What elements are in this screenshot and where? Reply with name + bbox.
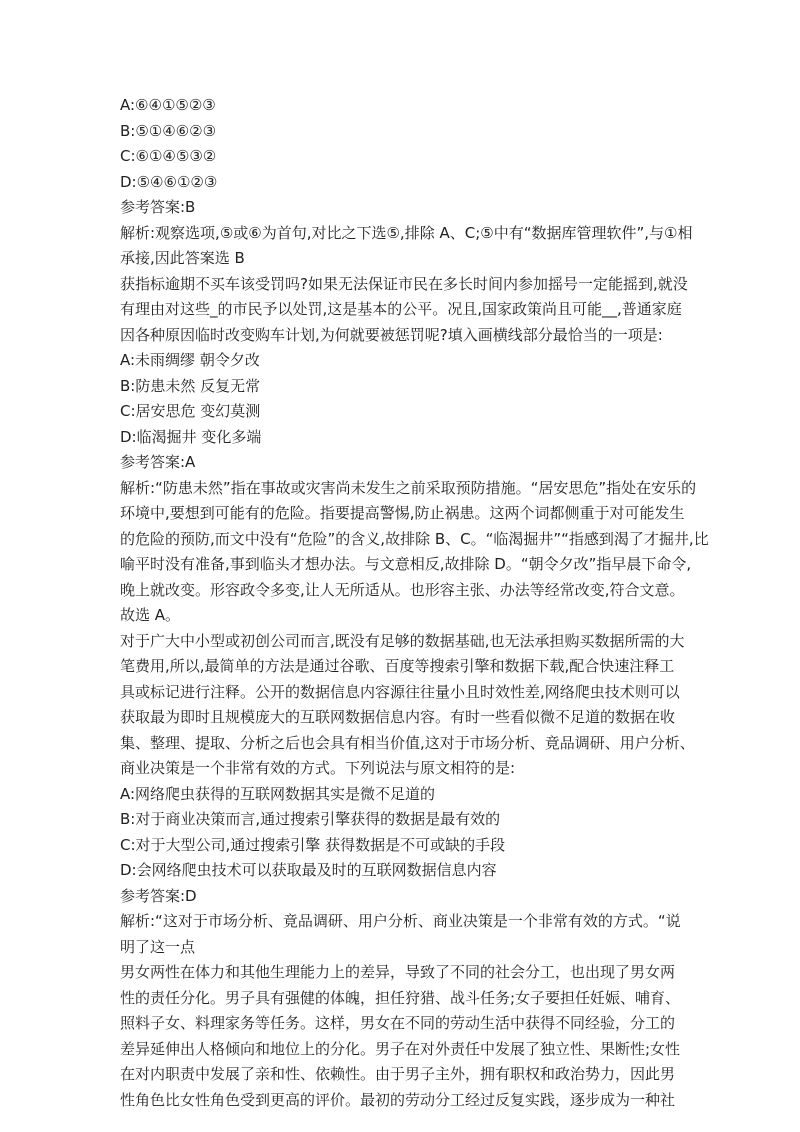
- option-c: C:居安思危 变幻莫测: [120, 402, 261, 420]
- question-stem-line: 男女两性在体力和其他生理能力上的差异，导致了不同的社会分工，也出现了男女两: [120, 963, 676, 981]
- reference-answer: 参考答案:D: [120, 886, 197, 905]
- question-stem-line: 照料子女、料理家务等任务。这样，男女在不同的劳动生活中获得不同经验，分工的: [120, 1014, 676, 1032]
- analysis-line: 解析:“防患未然”指在事故或灾害尚未发生之前采取预防措施。“居安思危”指处在安乐的: [120, 478, 697, 497]
- question-stem-line: 对于广大中小型或初创公司而言,既没有足够的数据基础,也无法承担购买数据所需的大: [120, 631, 685, 650]
- question-stem-line: 笔费用,所以,最简单的方法是通过谷歌、百度等搜索引擎和数据下载,配合快速注释工: [120, 657, 675, 675]
- option-d: D:会网络爬虫技术可以获取最及时的互联网数据信息内容: [120, 861, 497, 879]
- option-a: A:⑥④①⑤②③: [120, 96, 216, 114]
- analysis-line: 晚上就改变。形容政令多变,让人无所适从。也形容主张、办法等经常改变,符合文意。: [120, 580, 685, 599]
- analysis-line: 明了这一点: [120, 937, 196, 956]
- analysis-line: 环境中,要想到可能有的危险。指要提高警惕,防止祸患。这两个词都侧重于对可能发生: [120, 504, 685, 522]
- question-stem-line: 获取最为即时且规模庞大的互联网数据信息内容。有时一些看似微不足道的数据在收: [120, 708, 676, 726]
- question-stem-line: 在对内职责中发展了亲和性、依赖性。由于男子主外，拥有职权和政治势力，因此男: [120, 1065, 676, 1083]
- option-b: B:⑤①④⑥②③: [120, 121, 217, 140]
- question-stem-line: 因各种原因临时改变购车计划,为何就要被惩罚呢?填入画横线部分最恰当的一项是:: [120, 325, 663, 344]
- analysis-line: 解析:观察选项,⑤或⑥为首句,对比之下选⑤,排除 A、C;⑤中有“数据库管理软件”,与①相: [120, 223, 693, 242]
- question-stem-line: 性角色比女性角色受到更高的评价。最初的劳动分工经过反复实践，逐步成为一种社: [120, 1090, 676, 1109]
- analysis-line: 故选 A。: [120, 606, 181, 624]
- document-page: [120, 93, 709, 1113]
- reference-answer: 参考答案:B: [120, 198, 196, 216]
- question-stem-line: 有理由对这些_的市民予以处罚,这是基本的公平。况且,国家政策尚且可能__,普通家庭: [120, 300, 682, 318]
- question-stem-line: 具或标记进行注释。公开的数据信息内容源往往量小且时效性差,网络爬虫技术则可以: [120, 682, 680, 701]
- question-stem-line: 差异延伸出人格倾向和地位上的分化。男子在对外责任中发展了独立性、果断性;女性: [120, 1039, 681, 1058]
- question-stem-line: 性的责任分化。男子具有强健的体魄，担任狩猎、战斗任务;女子要担任妊娠、哺育、: [120, 988, 681, 1007]
- analysis-line: 解析:“这对于市场分析、竟品调研、用户分析、商业决策是一个非常有效的方式。“说: [120, 912, 681, 930]
- question-stem-line: 商业决策是一个非常有效的方式。下列说法与原文相符的是:: [120, 759, 516, 777]
- option-a: A:未雨绸缪 朝令夕改: [120, 351, 260, 369]
- question-stem-line: 获指标逾期不买车该受罚吗?如果无法保证市民在多长时间内参加摇号一定能摇到,就没: [120, 274, 688, 293]
- option-b: B:防患未然 反复无常: [120, 376, 261, 395]
- analysis-line: 承接,因此答案选 B: [120, 249, 245, 267]
- option-d: D:临渴掘井 变化多端: [120, 427, 262, 446]
- analysis-line: 喻平时没有准备,事到临头才想办法。与文意相反,故排除 D。“朝令夕改”指早晨下命令,: [120, 555, 692, 573]
- option-c: C:对于大型公司,通过搜索引擎 获得数据是不可或缺的手段: [120, 835, 506, 854]
- question-stem-line: 集、整理、提取、分析之后也会具有相当价值,这对于市场分析、竟品调研、用户分析、: [120, 733, 695, 752]
- option-d: D:⑤④⑥①②③: [120, 172, 218, 191]
- option-a: A:网络爬虫获得的互联网数据其实是微不足道的: [120, 784, 436, 803]
- option-b: B:对于商业决策而言,通过搜索引擎获得的数据是最有效的: [120, 810, 501, 828]
- reference-answer: 参考答案:A: [120, 453, 196, 471]
- analysis-line: 的危险的预防,而文中没有“危险”的含义,故排除 B、C。“临渴掘井”“指感到渴了才掘井,比: [120, 529, 709, 548]
- option-c: C:⑥①④⑤③②: [120, 147, 217, 165]
